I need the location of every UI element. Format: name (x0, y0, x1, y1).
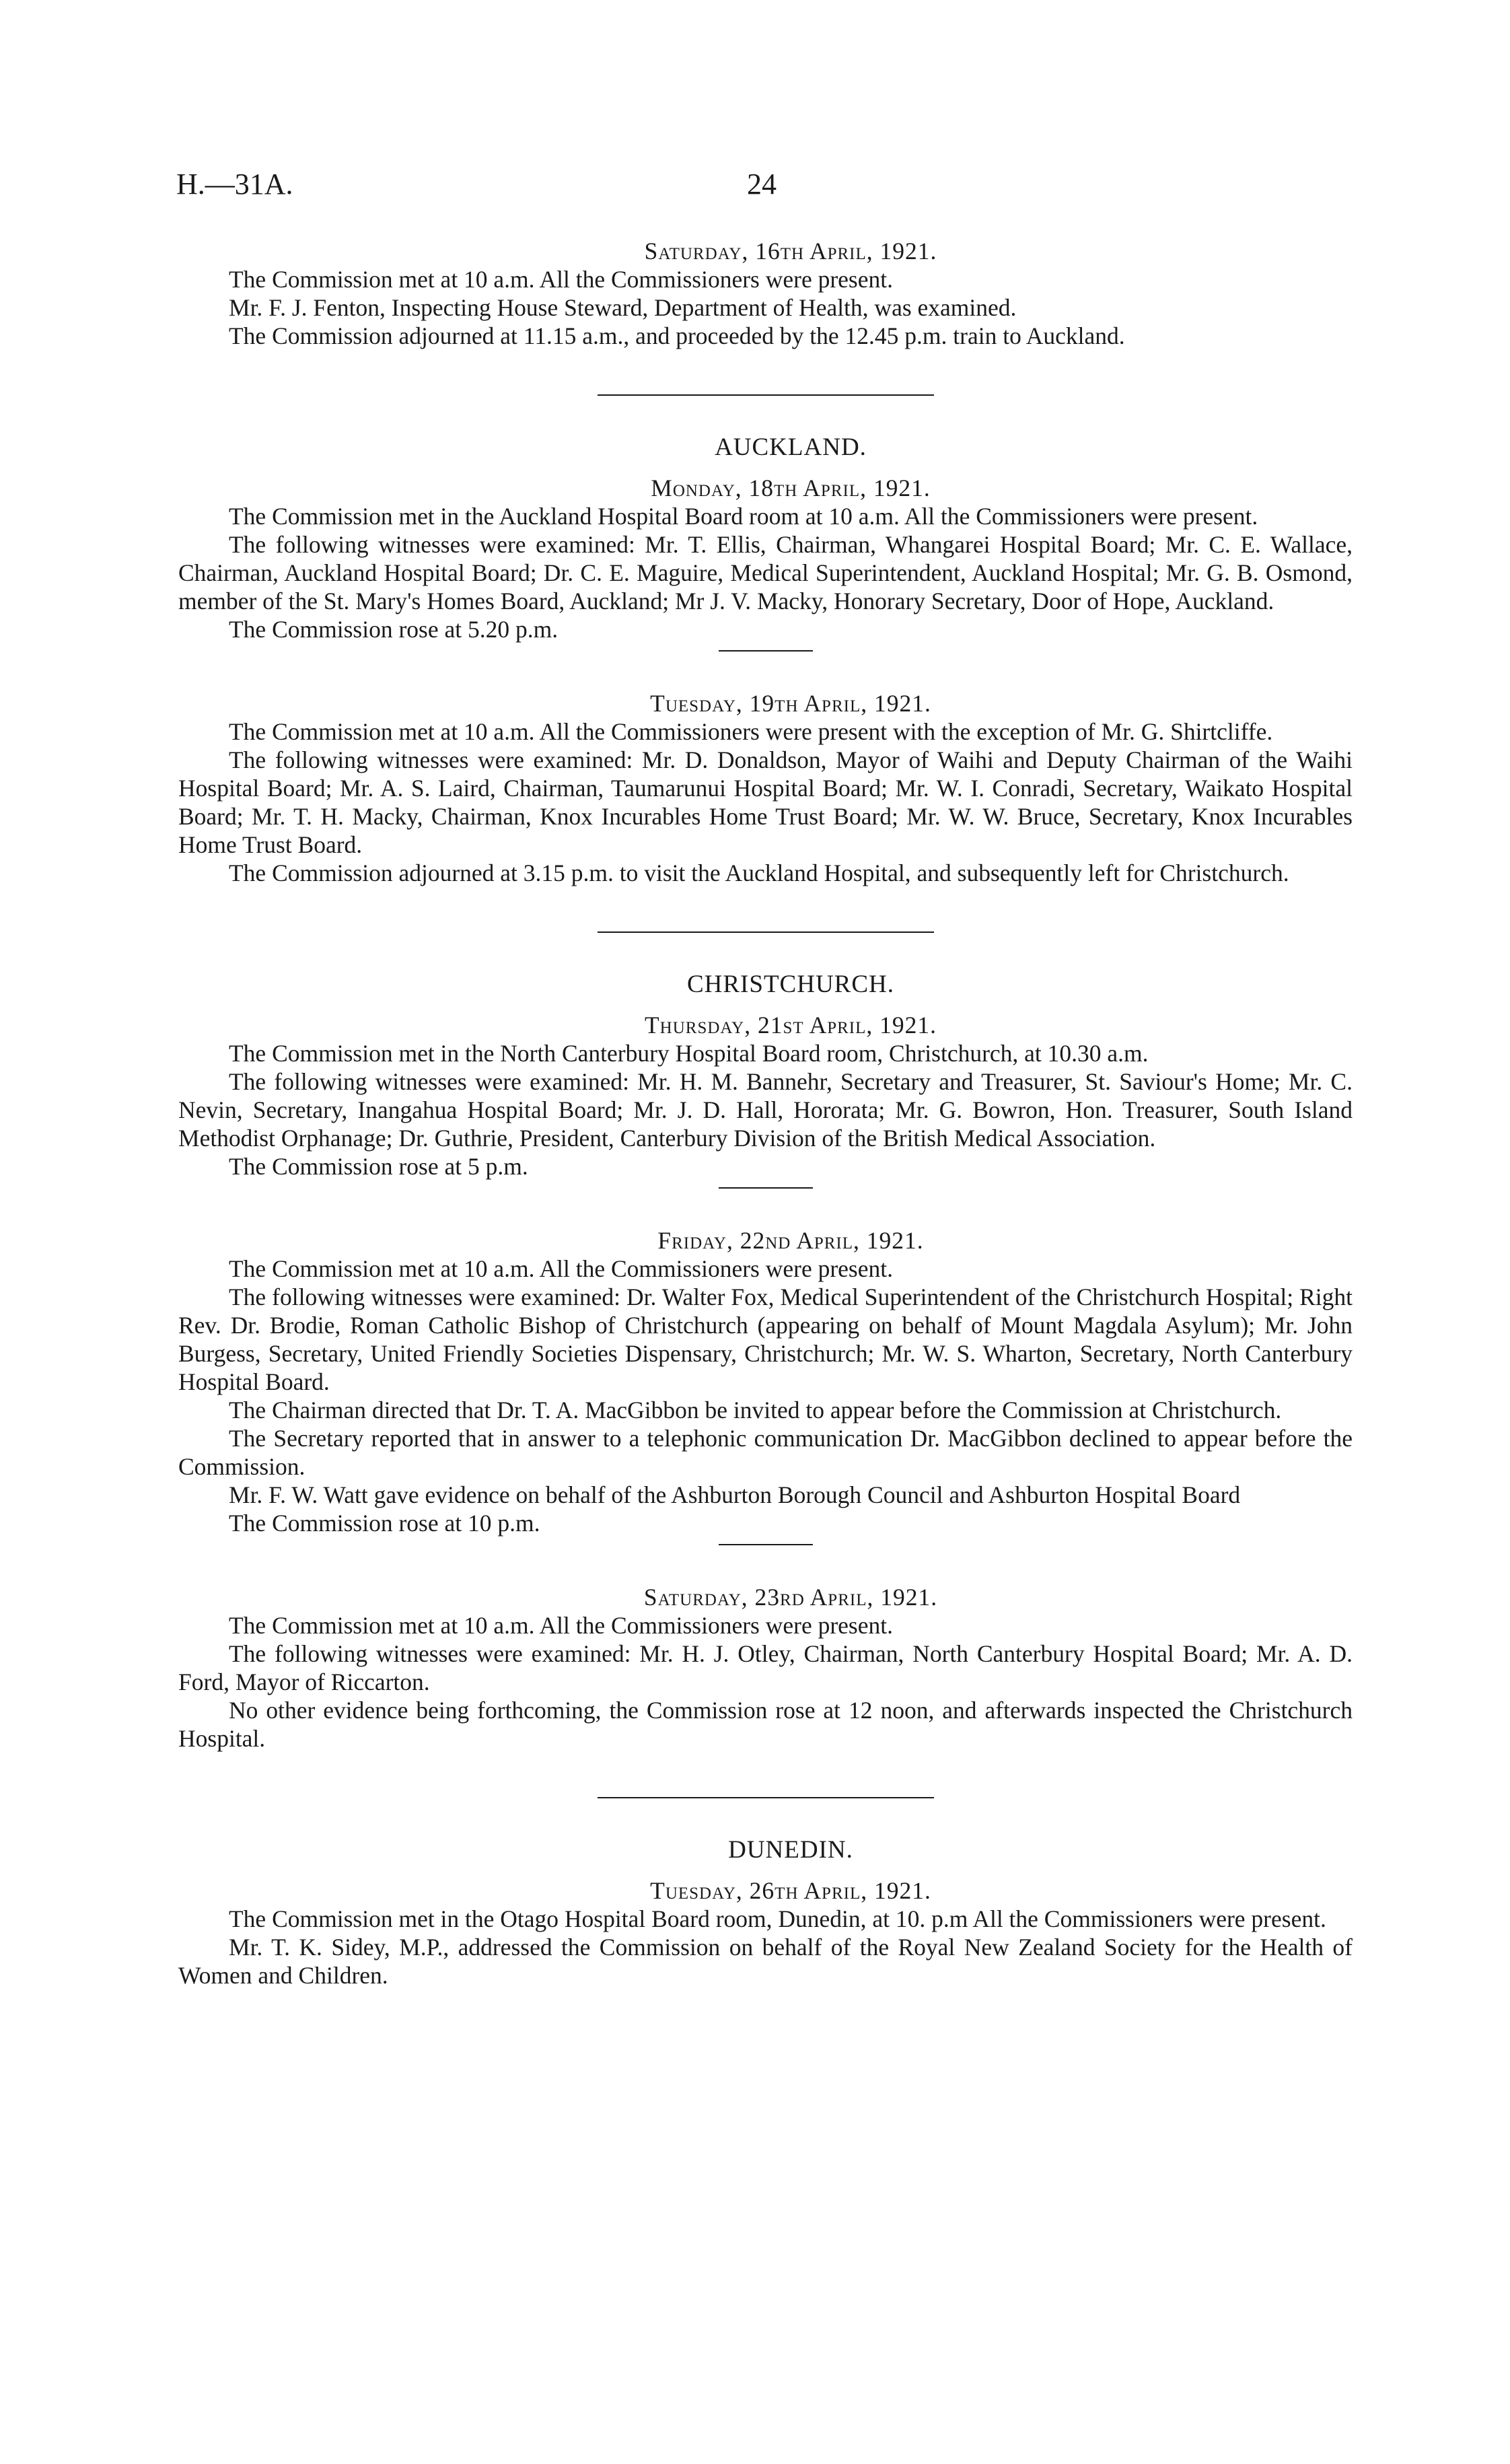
paragraph: The Commission adjourned at 11.15 a.m., and proceeded by the 12.45 p.m. train to Auckland. (229, 322, 1125, 349)
paragraph: The following witnesses were examined: Mr. D. Donaldson, Mayor of Waihi and Deputy Chairman of the Waihi Hospital Board; Mr. A. S. Laird, Chairman, Taumarunui Hospital Board; Mr. W. I. Conradi, Secretary, Waikato Hospital Board; Mr. T. H. Macky, Chairman, Knox Incurables Home Trust Board; Mr. W. W. Bruce, Secretary, Knox Incurables Home Trust Board. (178, 746, 1353, 858)
paragraph: The Commission met in the North Canterbury Hospital Board room, Christchurch, at 10.30 a.m. (229, 1040, 1149, 1067)
section-heading: CHRISTCHURCH. (686, 971, 895, 998)
paragraph: The following witnesses were examined: Dr. Walter Fox, Medical Superintendent of the Christchurch Hospital; Right Rev. Dr. Brodie, Roman Catholic Bishop of Christchurch (appearing on behalf of Mount Magdala Asylum); Mr. John Burgess, Secretary, United Friendly Societies Dispensary, Christchurch; Mr. W. S. Wharton, Secretary, North Canterbury Hospital Board. (178, 1283, 1353, 1395)
paragraph: The Commission met at 10 a.m. All the Commissioners were present with the exception of Mr. G. Shirtcliffe. (229, 718, 1273, 745)
section-auckland (178, 433, 1353, 887)
sitting-saturday-16 (178, 237, 1353, 350)
section-divider (598, 931, 934, 933)
paragraph: The Commission met at 10 a.m. All the Commissioners were present. (229, 1612, 893, 1639)
sitting-date: Tuesday, 26th April, 1921. (650, 1877, 931, 1904)
sitting-date: Saturday, 16th April, 1921. (644, 238, 937, 265)
sitting-date: Friday, 22nd April, 1921. (657, 1227, 924, 1254)
section-divider (598, 394, 934, 396)
page-number: 24 (747, 168, 777, 201)
sitting-date: Thursday, 21st April, 1921. (644, 1012, 937, 1039)
paragraph: Mr. T. K. Sidey, M.P., addressed the Commission on behalf of the Royal New Zealand Society for the Health of Women and Children. (178, 1934, 1353, 1989)
paragraph: No other evidence being forthcoming, the Commission rose at 12 noon, and afterwards inspected the Christchurch Hospital. (178, 1697, 1353, 1752)
paragraph: The following witnesses were examined: Mr. H. J. Otley, Chairman, North Canterbury Hospital Board; Mr. A. D. Ford, Mayor of Riccarton. (178, 1640, 1353, 1695)
section-christchurch (178, 971, 1353, 1753)
page-body (178, 237, 1353, 1990)
paragraph: Mr. F. W. Watt gave evidence on behalf of the Ashburton Borough Council and Ashburton Hospital Board (229, 1481, 1241, 1508)
paragraph: The Commission rose at 5 p.m. (229, 1153, 528, 1180)
day-divider (719, 650, 813, 652)
paragraph: The Commission adjourned at 3.15 p.m. to visit the Auckland Hospital, and subsequently left for Christchurch. (229, 859, 1289, 886)
day-divider (719, 1187, 813, 1189)
paragraph: The following witnesses were examined: Mr. H. M. Bannehr, Secretary and Treasurer, St. Saviour's Home; Mr. C. Nevin, Secretary, Inangahua Hospital Board; Mr. J. D. Hall, Hororata; Mr. G. Bowron, Hon. Treasurer, South Island Methodist Orphanage; Dr. Guthrie, President, Canterbury Division of the British Medical Association. (178, 1068, 1353, 1152)
paragraph: The following witnesses were examined: Mr. T. Ellis, Chairman, Whangarei Hospital Board; Mr. C. E. Wallace, Chairman, Auckland Hospital Board; Dr. C. E. Maguire, Medical Superintendent, Auckland Hospital; Mr. G. B. Osmond, member of the St. Mary's Homes Board, Auckland; Mr J. V. Macky, Honorary Secretary, Door of Hope, Auckland. (178, 531, 1353, 614)
paragraph: The Commission met in the Otago Hospital Board room, Dunedin, at 10. p.m All the Commissioners were present. (229, 1905, 1326, 1932)
day-divider (719, 1544, 813, 1545)
sitting-date: Tuesday, 19th April, 1921. (650, 690, 931, 717)
paragraph: The Secretary reported that in answer to a telephonic communication Dr. MacGibbon declined to appear before the Commission. (178, 1425, 1353, 1480)
section-heading: AUCKLAND. (715, 433, 867, 461)
section-divider (598, 1797, 934, 1798)
paragraph: The Commission met in the Auckland Hospital Board room at 10 a.m. All the Commissioners were present. (229, 503, 1258, 530)
section-dunedin (178, 1836, 1353, 1990)
sitting-date: Saturday, 23rd April, 1921. (643, 1584, 938, 1611)
paragraph: The Commission rose at 5.20 p.m. (229, 616, 559, 643)
paragraph: Mr. F. J. Fenton, Inspecting House Steward, Department of Health, was examined. (229, 294, 1017, 321)
paragraph: The Commission met at 10 a.m. All the Commissioners were present. (229, 1255, 893, 1282)
report-reference: H.—31A. (176, 168, 293, 201)
paragraph: The Commission met at 10 a.m. All the Commissioners were present. (229, 266, 893, 293)
paragraph: The Chairman directed that Dr. T. A. MacGibbon be invited to appear before the Commission at Christchurch. (229, 1397, 1282, 1423)
paragraph: The Commission rose at 10 p.m. (229, 1510, 540, 1537)
section-heading: DUNEDIN. (728, 1836, 853, 1864)
sitting-date: Monday, 18th April, 1921. (651, 474, 931, 501)
